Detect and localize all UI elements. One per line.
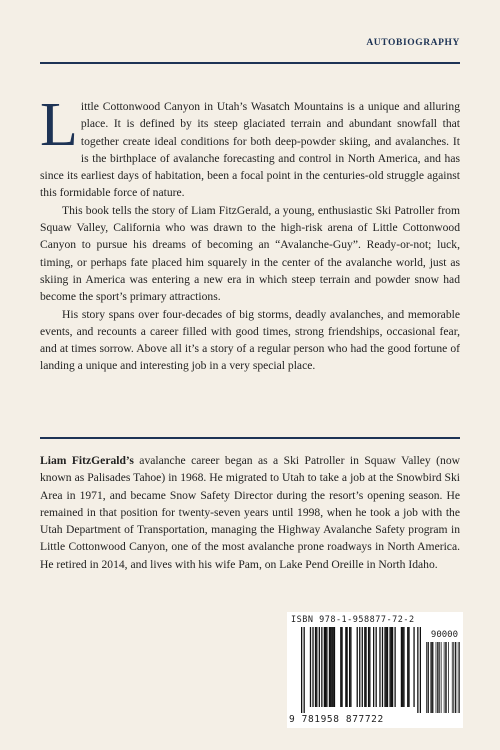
- barcode-bar: [458, 642, 459, 713]
- barcode-bar: [445, 642, 446, 713]
- barcode-bar: [324, 627, 325, 707]
- price-code: 90000: [430, 630, 458, 640]
- isbn-barcode: [287, 612, 463, 728]
- barcode-bar: [341, 627, 342, 707]
- barcode-bar: [304, 627, 305, 713]
- barcode-bar: [316, 627, 317, 707]
- barcode-bar: [384, 627, 385, 707]
- barcode-bar: [436, 642, 437, 713]
- barcode-bar: [310, 627, 311, 707]
- barcode-bar: [417, 627, 418, 713]
- blurb-paragraph-2: This book tells the story of Liam FitzGerald, a young, enthusiastic Ski Patroller from Squaw Valley, California who was drawn to the high-risk arena of Little Cottonwood Canyon to pursue his dreams of becoming an “Avalanche-Guy”. Ready-or-not; luck, timing, or perhaps fate placed him squarely in the center of the avalanche world, just as skiing in America was entering a new era in which steep terrain and powder snow had become the sport’s primary attractions.: [40, 203, 460, 304]
- barcode-bar: [386, 627, 387, 707]
- barcode-bar: [369, 627, 370, 707]
- barcode-bar: [427, 642, 428, 713]
- author-name: Liam FitzGerald’s: [40, 454, 134, 467]
- barcode-bar: [329, 627, 330, 707]
- barcode-bar: [382, 627, 383, 707]
- barcode-bar: [333, 627, 334, 707]
- barcode-bar: [438, 642, 439, 713]
- barcode-bar: [326, 627, 327, 707]
- top-divider: [40, 62, 460, 64]
- barcode-bars: [301, 627, 421, 713]
- barcode-bar: [432, 642, 433, 713]
- barcode-bar: [428, 642, 429, 713]
- barcode-bar: [334, 627, 335, 707]
- barcode-bar: [459, 642, 460, 713]
- drop-cap: L: [40, 91, 78, 159]
- addon-barcode-bars: [426, 642, 460, 713]
- barcode-bar: [387, 627, 388, 707]
- barcode-bar: [401, 627, 402, 707]
- barcode-bar: [376, 627, 377, 707]
- barcode-bar: [330, 627, 331, 707]
- barcode-bar: [345, 627, 346, 707]
- barcode-bar: [362, 627, 363, 707]
- barcode-bar: [431, 642, 432, 713]
- barcode-bar: [357, 627, 358, 707]
- barcode-bar: [420, 627, 421, 713]
- barcode-bar: [448, 642, 449, 713]
- barcode-bar: [453, 642, 454, 713]
- barcode-bar: [364, 627, 365, 707]
- barcode-bar: [407, 627, 408, 707]
- barcode-bar: [319, 627, 320, 707]
- barcode-bar: [373, 627, 374, 707]
- barcode-bar: [315, 627, 316, 707]
- barcode-bar: [446, 642, 447, 713]
- barcode-bar: [452, 642, 453, 713]
- barcode-bar: [325, 627, 326, 707]
- blurb-paragraph-1-text: ittle Cottonwood Canyon in Utah’s Wasatch Mountains is a unique and alluring place. It is defined by its steep glaciated terrain and abundant snowfall that together create ideal conditions for both deep-powder skiing, and avalanches. It is the birthplace of avalanche forecasting and control in North America, and has since its earliest days of habitation, been a focal point in the centuries-old struggle against this formidable force of nature.: [40, 100, 460, 200]
- barcode-bar: [437, 642, 438, 713]
- category-label: AUTOBIOGRAPHY: [366, 38, 460, 48]
- barcode-bar: [430, 642, 431, 713]
- barcode-bar: [331, 627, 332, 707]
- barcode-bar: [456, 642, 457, 713]
- barcode-bar: [379, 627, 380, 707]
- barcode-bar: [350, 627, 351, 707]
- author-bio-text: avalanche career began as a Ski Patroller in Squaw Valley (now known as Palisades Tahoe) in 1968. He migrated to Utah to take a job at the Snowbird Ski Area in 1971, and became Snow Safety Director during the resort’s opening season. He remained in that position for twenty-seven years until 1998, when he took a job with the Utah Department of Transportation, managing the Highway Avalanche Safety program in Little Cottonwood Canyon, one of the most avalanche prone roadways in North America. He retired in 2014, and lives with his wife Pam, on Lake Pend Oreille in North Idaho.: [40, 454, 460, 571]
- barcode-bar: [392, 627, 393, 707]
- barcode-bar: [403, 627, 404, 707]
- barcode-bar: [439, 642, 440, 713]
- blurb-paragraph-1: [40, 91, 460, 202]
- barcode-bar: [426, 642, 427, 713]
- back-cover-blurb: [40, 91, 460, 375]
- section-divider: [40, 437, 460, 439]
- barcode-bar: [349, 627, 350, 707]
- barcode-bar: [389, 627, 390, 707]
- isbn-label: ISBN 978-1-958877-72-2: [291, 615, 415, 625]
- barcode-bar: [368, 627, 369, 707]
- barcode-bar: [312, 627, 313, 707]
- barcode-bar: [321, 627, 322, 707]
- barcode-bar: [408, 627, 409, 707]
- barcode-bar: [359, 627, 360, 707]
- barcode-bar: [394, 627, 395, 707]
- barcode-bar: [391, 627, 392, 707]
- barcode-bar: [413, 627, 414, 707]
- author-bio: [40, 452, 460, 573]
- blurb-paragraph-3: His story spans over four-decades of big storms, deadly avalanches, and memorable events, and recounts a career filled with good times, strong friendships, occasional fear, and at times sorrow. Above all it’s a story of a regular person who had the good fortune of landing a unique and interesting job in a very special place.: [40, 307, 460, 373]
- barcode-bar: [340, 627, 341, 707]
- barcode-bar: [346, 627, 347, 707]
- barcode-bar: [402, 627, 403, 707]
- barcode-bar: [301, 627, 302, 713]
- barcode-bar: [441, 642, 442, 713]
- barcode-bar: [365, 627, 366, 707]
- barcode-bar: [444, 642, 445, 713]
- barcode-bar: [455, 642, 456, 713]
- barcode-digits: 9 781958 877722: [289, 714, 384, 725]
- barcode-bar: [433, 642, 434, 713]
